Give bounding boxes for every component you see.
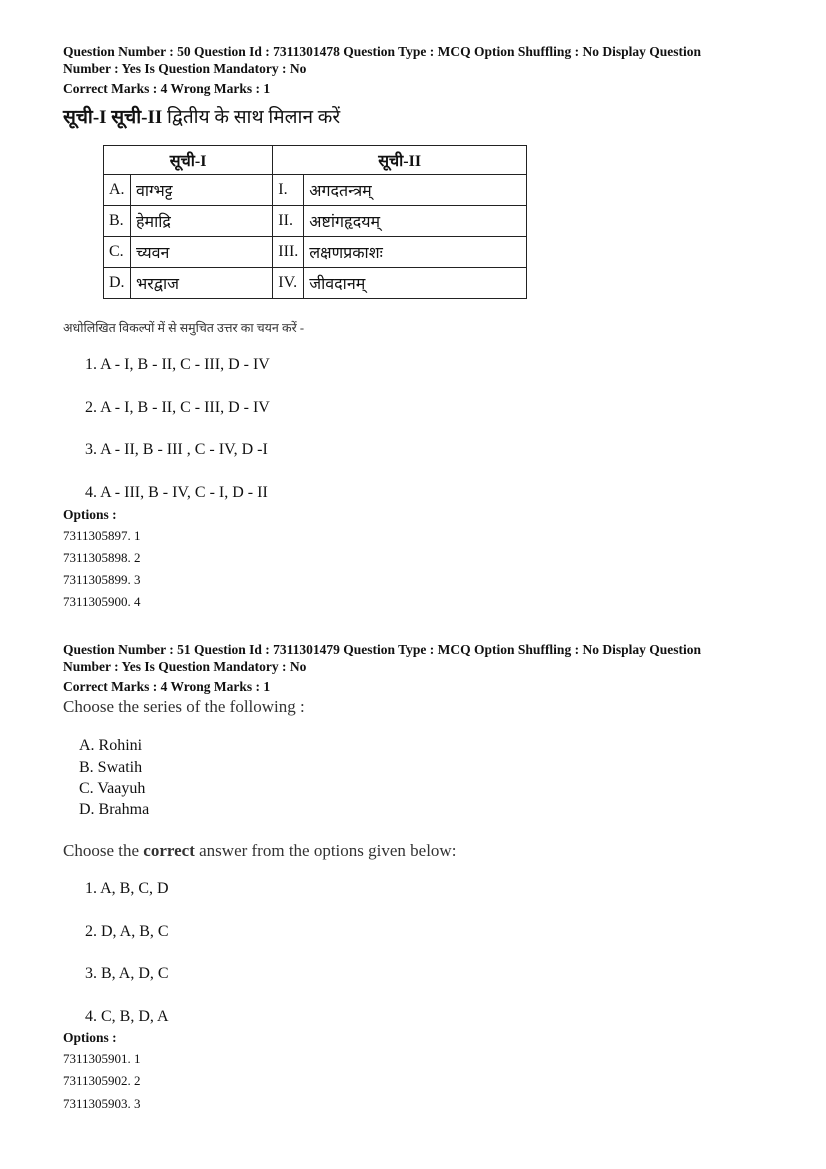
q51-option-id-3: 7311305903. 3 [63, 1096, 141, 1111]
row-value-right: जीवदानम् [304, 268, 527, 299]
q50-option-id-3: 7311305899. 3 [63, 572, 141, 587]
row-key-left: B. [104, 206, 131, 237]
q50-title [63, 103, 340, 129]
q51-meta-line1: Question Number : 51 Question Id : 7311301479 Question Type : MCQ Option Shuffling : No Display Question [63, 642, 701, 657]
q51-answer-instruction [63, 841, 456, 861]
row-key-left: C. [104, 237, 131, 268]
q51-choice-4: 4. C, B, D, A [85, 1008, 169, 1025]
q50-option-id-4: 7311305900. 4 [63, 594, 141, 609]
q51-marks: Correct Marks : 4 Wrong Marks : 1 [63, 679, 271, 694]
q51-meta-line2: Number : Yes Is Question Mandatory : No [63, 659, 307, 674]
row-value-right: अष्टांगहृदयम् [304, 206, 527, 237]
q50-meta-line1: Question Number : 50 Question Id : 7311301478 Question Type : MCQ Option Shuffling : No Display Question [63, 44, 701, 59]
table-row [104, 268, 527, 299]
table-row [104, 206, 527, 237]
answer-bold-word: correct [143, 841, 195, 860]
q50-match-table [103, 145, 527, 299]
q51-option-id-1: 7311305901. 1 [63, 1051, 141, 1066]
q50-choice-4: 4. A - III, B - IV, C - I, D - II [85, 484, 268, 501]
q50-meta [63, 43, 768, 77]
q50-option-id-1: 7311305897. 1 [63, 528, 141, 543]
q50-choice-1: 1. A - I, B - II, C - III, D - IV [85, 356, 270, 373]
row-value-left: वाग्भट्ट [131, 175, 273, 206]
q51-item-c: C. Vaayuh [79, 780, 146, 797]
q50-options-label: Options : [63, 507, 117, 522]
q51-item-d: D. Brahma [79, 801, 150, 818]
table-row [104, 237, 527, 268]
row-value-right: अगदतन्त्रम् [304, 175, 527, 206]
q50-marks: Correct Marks : 4 Wrong Marks : 1 [63, 81, 271, 96]
q51-meta [63, 641, 768, 675]
header-list-2: सूची-II [273, 146, 527, 175]
q51-item-a: A. Rohini [79, 737, 143, 754]
q51-choice-3: 3. B, A, D, C [85, 965, 169, 982]
q51-item-b: B. Swatih [79, 759, 143, 776]
q51-choice-1: 1. A, B, C, D [85, 880, 169, 897]
q51-prompt: Choose the series of the following : [63, 697, 305, 716]
row-key-right: IV. [273, 268, 304, 299]
row-value-left: च्यवन [131, 237, 273, 268]
answer-suffix: answer from the options given below: [194, 841, 457, 860]
row-key-right: II. [273, 206, 304, 237]
row-value-left: भरद्वाज [131, 268, 273, 299]
row-value-right: लक्षणप्रकाशः [304, 237, 527, 268]
answer-prefix: Choose the [63, 841, 144, 860]
q50-instruction: अधोलिखित विकल्पों में से समुचित उत्तर का चयन करें - [63, 321, 304, 335]
row-key-left: D. [104, 268, 131, 299]
q50-meta-line2: Number : Yes Is Question Mandatory : No [63, 61, 307, 76]
q51-choice-2: 2. D, A, B, C [85, 923, 169, 940]
q51-options-label: Options : [63, 1030, 117, 1045]
table-row [104, 175, 527, 206]
q50-title-lists: सूची-I सूची-II [63, 107, 163, 128]
q50-choice-3: 3. A - II, B - III , C - IV, D -I [85, 441, 268, 458]
header-list-1: सूची-I [104, 146, 273, 175]
row-value-left: हेमाद्रि [131, 206, 273, 237]
q50-choice-2: 2. A - I, B - II, C - III, D - IV [85, 399, 270, 416]
q50-option-id-2: 7311305898. 2 [63, 550, 141, 565]
q50-title-instruction: द्वितीय के साथ मिलान करें [162, 107, 341, 128]
row-key-right: I. [273, 175, 304, 206]
row-key-right: III. [273, 237, 304, 268]
table-header-row [104, 146, 527, 175]
row-key-left: A. [104, 175, 131, 206]
q51-option-id-2: 7311305902. 2 [63, 1073, 141, 1088]
